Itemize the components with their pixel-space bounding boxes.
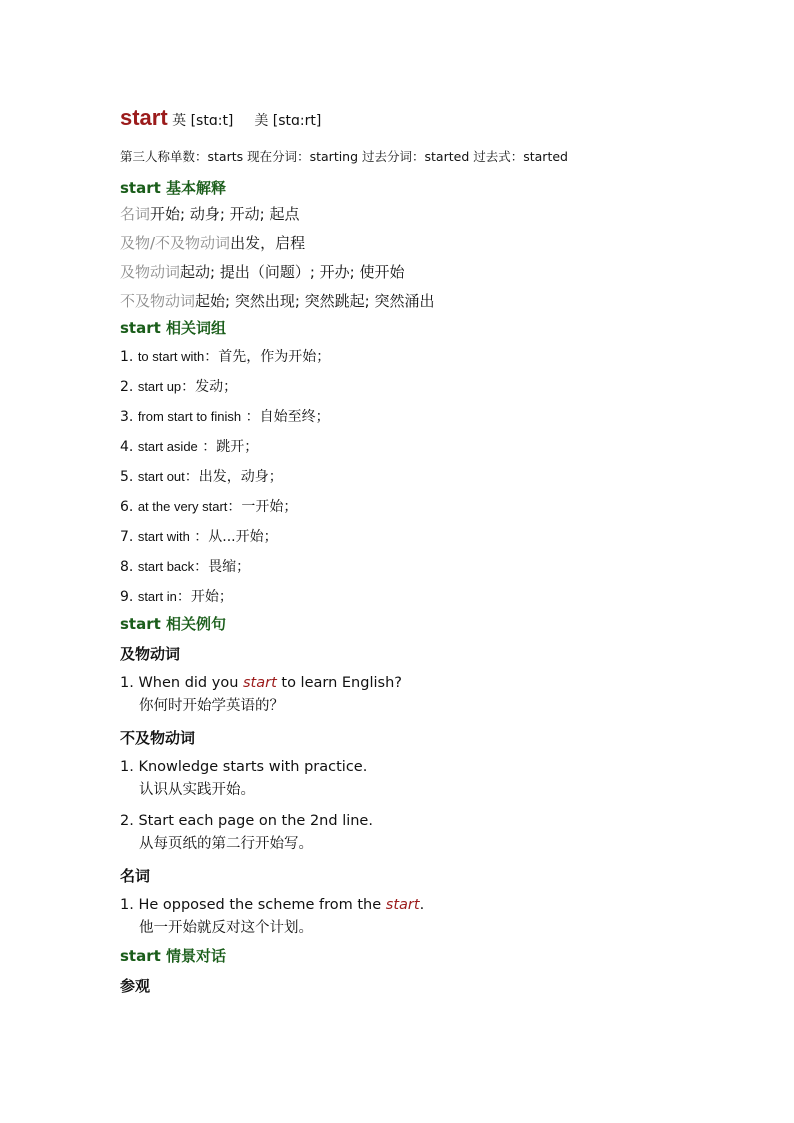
phrase-en: at the very start [137,499,228,514]
phrase-zh: ：跳开； [197,439,259,455]
phrase-number: 3. [120,409,134,425]
definition-item [120,229,760,258]
example-item [120,810,760,856]
example-number: 2. [120,813,134,829]
phrase-zh: ：一开始； [227,499,298,515]
phrase-number: 8. [120,559,134,575]
example-pos-heading: 及物动词 [120,645,181,663]
phrase-zh: ：从...开始； [189,529,278,545]
dialogue-title: start 情景对话 [120,947,227,965]
definition-text: 起动; 提出（问题）; 开办; 使开始 [180,263,405,281]
part-of-speech: 不及物动词 [120,292,196,310]
phrase-item [120,522,760,552]
basic-meaning-list [120,200,760,316]
example-pos-heading: 名词 [120,867,151,885]
phrase-zh: ：发动； [181,379,238,395]
example-pos-heading: 不及物动词 [120,729,196,747]
example-translation: 从每页纸的第二行开始写。 [139,836,313,852]
us-label: 美 [254,113,269,129]
phrase-number: 6. [120,499,134,515]
us-phonetic: [stɑ:rt] [272,113,322,129]
definition-text: 起始; 突然出现; 突然跳起; 突然涌出 [195,292,435,310]
headword: start [120,105,168,130]
phrase-item [120,432,760,462]
phrase-en: start out [137,469,185,484]
part-of-speech: 及物动词 [120,263,181,281]
definition-text: 开始; 动身; 开动; 起点 [150,205,300,223]
headword-line [120,104,760,132]
word-forms: 第三人称单数：starts 现在分词：starting 过去分词：started 过去式：started [120,149,568,164]
example-item [120,672,760,718]
phrase-en: start back [137,559,195,574]
phrase-list [120,342,760,612]
phrase-item [120,582,760,612]
part-of-speech: 及物/不及物动词 [120,234,231,252]
phrase-number: 1. [120,349,134,365]
example-sentence [120,672,760,695]
example-text: He opposed the scheme from the [138,897,386,913]
example-text: Knowledge starts with practice. [138,759,368,775]
dialogue-subtitle: 参观 [120,977,151,995]
example-keyword: start [385,897,420,913]
phrase-number: 7. [120,529,134,545]
phrase-en: from start to finish [137,409,242,424]
example-sentence [120,894,760,917]
example-translation: 你何时开始学英语的？ [139,698,284,714]
phrase-zh: ：开始； [176,589,233,605]
uk-label: 英 [172,113,187,129]
phrase-number: 2. [120,379,134,395]
phrase-en: start with [137,529,190,544]
phrase-en: start up [137,379,182,394]
phrase-number: 9. [120,589,134,605]
example-number: 1. [120,759,134,775]
definition-item [120,287,760,316]
phrase-en: to start with [137,349,205,364]
example-text: Start each page on the 2nd line. [138,813,373,829]
phrase-zh: ：出发，动身； [184,469,283,485]
phrase-number: 5. [120,469,134,485]
example-text: . [419,897,425,913]
example-translation: 他一开始就反对这个计划。 [139,920,313,936]
example-text: When did you [138,675,243,691]
dictionary-entry [120,104,760,996]
example-number: 1. [120,675,134,691]
definition-item [120,200,760,229]
example-number: 1. [120,897,134,913]
phrase-item [120,552,760,582]
example-translation: 认识从实践开始。 [139,782,255,798]
phrase-item [120,462,760,492]
phrase-en: start aside [137,439,198,454]
phrase-en: start in [137,589,177,604]
phrase-item [120,342,760,372]
definition-item [120,258,760,287]
phrase-zh: ：首先，作为开始； [204,349,331,365]
phrase-number: 4. [120,439,134,455]
example-text: to learn English? [276,675,402,691]
phrases-title: start 相关词组 [120,319,227,337]
examples-title: start 相关例句 [120,615,227,633]
phrase-item [120,402,760,432]
definition-text: 出发，启程 [230,234,306,252]
part-of-speech: 名词 [120,205,151,223]
uk-phonetic: [stɑ:t] [190,113,234,129]
example-sentence [120,810,760,833]
example-keyword: start [243,675,277,691]
phrase-item [120,492,760,522]
basic-meaning-title: start 基本解释 [120,179,227,197]
phrase-zh: ：自始至终； [241,409,330,425]
example-item [120,756,760,802]
example-item [120,894,760,940]
phrase-zh: ：畏缩； [194,559,251,575]
phrase-item [120,372,760,402]
example-sentence [120,756,760,779]
